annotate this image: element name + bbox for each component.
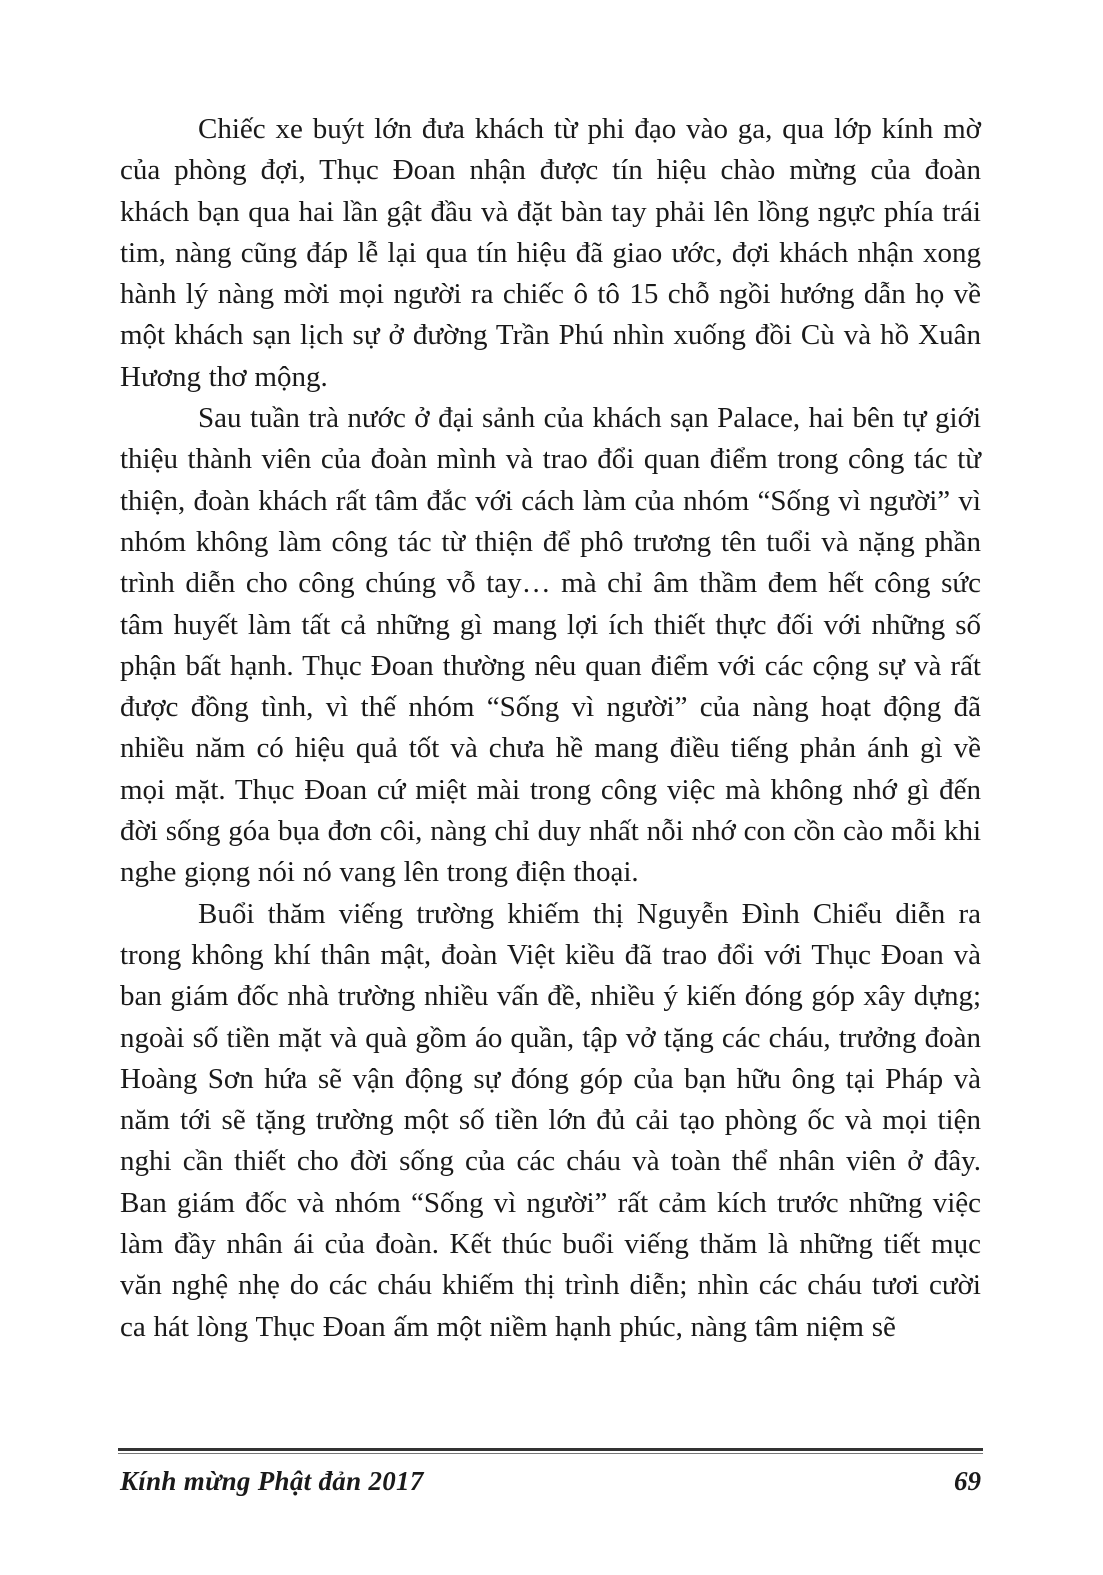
page-number: 69 [954,1466,981,1496]
paragraph-2: Sau tuần trà nước ở đại sảnh của khách sạn Palace, hai bên tự giới thiệu thành viên của đoàn mình và trao đổi quan điểm trong công tác từ thiện, đoàn khách rất tâm đắc với cách làm của nhóm “Sống vì người” vì nhóm không làm công tác từ thiện để phô trương tên tuổi và nặng phần trình diễn cho công chúng vỗ tay… mà chỉ âm thầm đem hết công sức tâm huyết làm tất cả những gì mang lợi ích thiết thực đối với những số phận bất hạnh. Thục Đoan thường nêu quan điểm với các cộng sự và rất được đồng tình, vì thế nhóm “Sống vì người” của nàng hoạt động đã nhiều năm có hiệu quả tốt và chưa hề mang điều tiếng phản ánh gì về mọi mặt. Thục Đoan cứ miệt mài trong công việc mà không nhớ gì đến đời sống góa bụa đơn côi, nàng chỉ duy nhất nỗi nhớ con cồn cào mỗi khi nghe giọng nói nó vang lên trong điện thoại. [120,402,981,889]
footer-divider [118,1448,983,1451]
paragraph-3: Buổi thăm viếng trường khiếm thị Nguyễn Đình Chiểu diễn ra trong không khí thân mật, đoàn Việt kiều đã trao đổi với Thục Đoan và ban giám đốc nhà trường nhiều vấn đề, nhiều ý kiến đóng góp xây dựng; ngoài số tiền mặt và quà gồm áo quần, tập vở tặng các cháu, trưởng đoàn Hoàng Sơn hứa sẽ vận động sự đóng góp của bạn hữu ông tại Pháp và năm tới sẽ tặng trường một số tiền lớn đủ cải tạo phòng ốc và mọi tiện nghi cần thiết cho đời sống của các cháu và toàn thể nhân viên ở đây. Ban giám đốc và nhóm “Sống vì người” rất cảm kích trước những việc làm đầy nhân ái của đoàn. Kết thúc buổi viếng thăm là những tiết mục văn nghệ nhẹ do các cháu khiếm thị trình diễn; nhìn các cháu tươi cười ca hát lòng Thục Đoan ấm một niềm hạnh phúc, nàng tâm niệm sẽ [120,897,981,1343]
paragraph-1: Chiếc xe buýt lớn đưa khách từ phi đạo vào ga, qua lớp kính mờ của phòng đợi, Thục Đoan nhận được tín hiệu chào mừng của đoàn khách bạn qua hai lần gật đầu và đặt bàn tay phải lên lồng ngực phía trái tim, nàng cũng đáp lễ lại qua tín hiệu đã giao ước, đợi khách nhận xong hành lý nàng mời mọi người ra chiếc ô tô 15 chỗ ngồi hướng dẫn họ về một khách sạn lịch sự ở đường Trần Phú nhìn xuống đồi Cù và hồ Xuân Hương thơ mộng. [120,113,981,393]
footer-title: Kính mừng Phật đản 2017 [120,1466,424,1496]
body-text [120,109,981,1348]
